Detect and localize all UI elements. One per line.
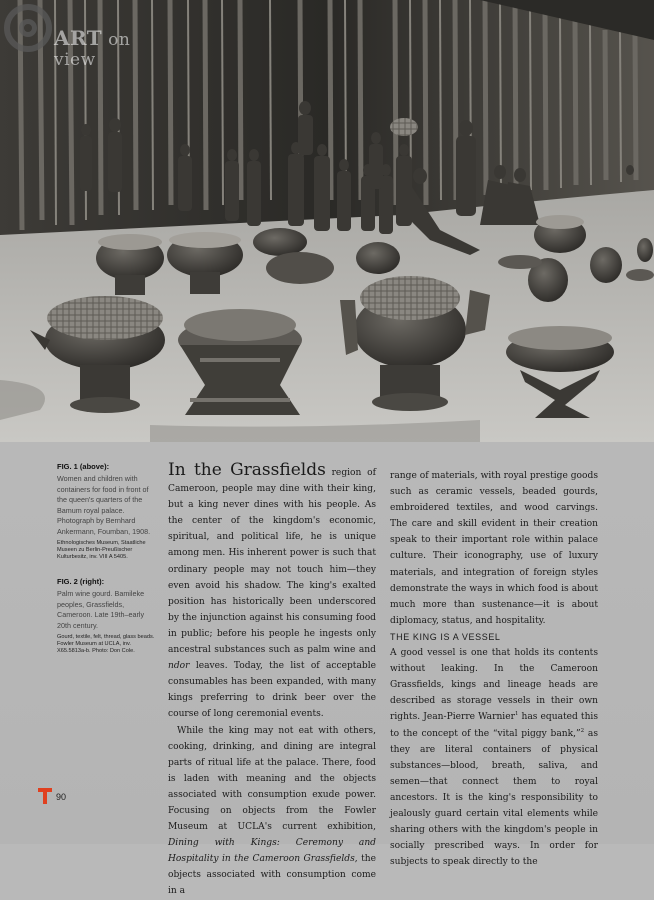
article-column-2 [390, 468, 598, 870]
footnote-ref[interactable]: 1 [514, 711, 519, 718]
caption-credit: Ethnologisches Museum, Staatliche Museen zu Berlin-Preußischer Kulturbesitz, inv. VIII A 5405. [57, 539, 146, 560]
historical-photograph [0, 0, 654, 442]
caption-body: Women and children with containers for food in front of the queen's quarters of the Bamum royal palace. Photograph by Bernhard Ankermann, Foumban, 1908. [57, 474, 151, 536]
paragraph: While the king may not eat with others, cooking, drinking, and dining are integral parts of ritual life at the palace. There, food is laden with meaning and the objects associated with consumption exude power. Focusing on objects from the Fowler Museum at UCLA's current exhibition, Dining with Kings: Ceremony and Hospitality in the Cameroon Grassfields, the objects associated with consumption come in a [168, 725, 376, 897]
caption-title: FIG. 1 (above): [57, 462, 110, 471]
t-logo-icon [38, 788, 52, 804]
art-on-view-logo [4, 4, 154, 70]
footnote-ref[interactable]: 2 [580, 727, 585, 734]
logo-text: ART on view [54, 26, 131, 70]
caption-credit: Gourd, textile, felt, thread, glass beads. Fowler Museum at UCLA, inv. X65.5813a-b. Photo: Don Cole. [57, 633, 155, 654]
paragraph: A good vessel is one that holds its contents without leaking. In the Cameroon Grassfields, kings and lineage heads are described as storage vessels in their own rights. Jean-Pierre Warnier$^1$ has equated this to the concept of the “vital piggy bank,”$^2$ as they are literal containers of physical substances—blood, breath, saliva, and semen—that connect them to royal ancestors. It is the king's responsibility to jealously guard certain vital elements while sharing others with the kingdom's people in socially prescribed ways. In order for subjects to speak directly to the [390, 648, 599, 868]
lead-words: In the Grassfields [168, 460, 326, 480]
caption-column [57, 462, 157, 655]
caption-fig2 [57, 577, 157, 655]
section-heading: THE KING IS A VESSEL [390, 631, 501, 642]
article-column-1 [168, 462, 376, 900]
caption-body: Palm wine gourd. Bamileke peoples, Grassfields, Cameroon. Late 19th–early 20th century. [57, 589, 145, 630]
page-number: 90 [56, 792, 67, 802]
caption-title: FIG. 2 (right): [57, 577, 105, 587]
logo-mark [4, 4, 52, 52]
paragraph: range of materials, with royal prestige goods such as ceramic vessels, beaded gourds, embroidered textiles, and wood carvings. The care and skill evident in their creation speak to their important role within palace culture. Their iconography, use of luxury materials, and integration of foreign styles demonstrate the ways in which food is about much more than sustenance—it is about diplomacy, status, and hospitality. [390, 471, 598, 626]
paragraph: In the Grassfields region of Cameroon, people may dine with their king, but a king never dines with his people. As the center of the kingdom's economic, spiritual, and political life, he is unique among men. His inherent power is such that ordinary people may not touch him—they even avoid his shadow. The king's exalted position has historically been underscored by the injunction against his consuming food in public; before his people he ingests only ancestral substances such as palm wine and ndor leaves. Today, the list of acceptable consumables has been expanded, with many kings preferring to drink beer over the course of long ceremonial events. [168, 460, 376, 720]
caption-fig1 [57, 462, 157, 561]
